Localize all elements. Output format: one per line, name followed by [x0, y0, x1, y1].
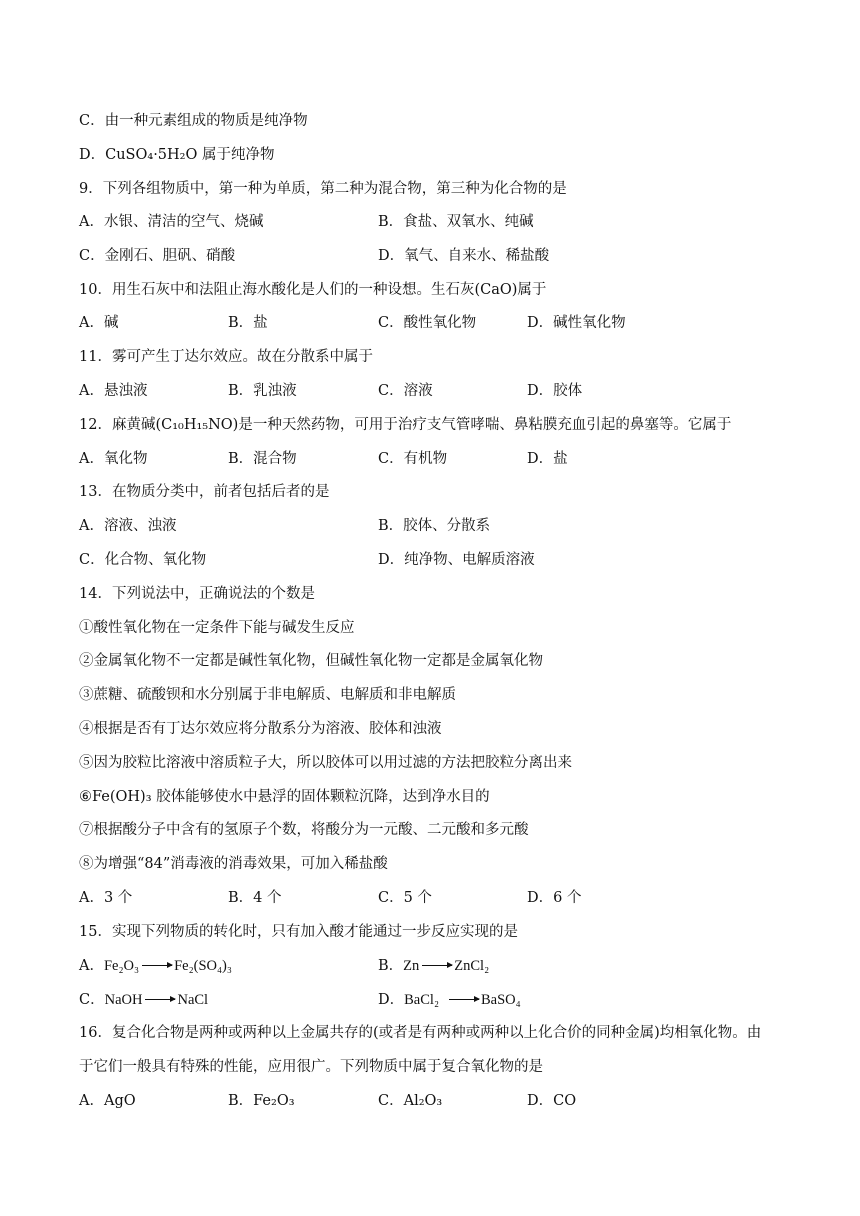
option-label: C． — [79, 992, 105, 1008]
q14-statement-6: ⑥Fe(OH)₃ 胶体能够使水中悬浮的固体颗粒沉降，达到净水目的 — [79, 789, 490, 805]
reaction-arrow-icon — [449, 999, 479, 1000]
option-label: A． — [79, 958, 104, 974]
q13-option-d: D．纯净物、电解质溶液 — [378, 552, 535, 568]
product: BaSO₄ — [481, 992, 521, 1008]
q11-option-d: D．胶体 — [527, 383, 583, 399]
reactant: Zn — [403, 958, 420, 974]
product: ZnCl₂ — [454, 958, 490, 974]
question-14: 14．下列说法中，正确说法的个数是 — [79, 586, 315, 602]
q11-option-a: A．悬浊液 — [79, 383, 148, 399]
q16-option-a: A．AgO — [79, 1093, 136, 1109]
reaction-arrow-icon — [142, 965, 172, 966]
q12-option-b: B．混合物 — [228, 451, 297, 467]
q14-statement-3: ③蔗糖、硫酸钡和水分别属于非电解质、电解质和非电解质 — [79, 687, 456, 703]
q14-statement-4: ④根据是否有丁达尔效应将分散系分为溶液、胶体和浊液 — [79, 721, 442, 737]
reactant: NaOH — [104, 992, 143, 1008]
question-13: 13．在物质分类中，前者包括后者的是 — [79, 484, 330, 500]
product: Fe₂(SO₄)₃ — [174, 958, 232, 974]
question-11: 11．雾可产生丁达尔效应。故在分散系中属于 — [79, 349, 373, 365]
q14-option-a: A．3 个 — [79, 890, 133, 906]
q13-option-c: C．化合物、氧化物 — [79, 552, 207, 568]
q15-option-a — [79, 956, 232, 976]
reaction-arrow-icon — [422, 965, 452, 966]
q10-option-a: A．碱 — [79, 315, 119, 331]
q13-option-b: B．胶体、分散系 — [378, 518, 491, 534]
q10-option-d: D．碱性氧化物 — [527, 315, 626, 331]
q14-statement-8: ⑧为增强“84”消毒液的消毒效果，可加入稀盐酸 — [79, 856, 388, 872]
reactant: BaCl₂ — [404, 992, 440, 1008]
question-9: 9．下列各组物质中，第一种为单质，第二种为混合物，第三种为化合物的是 — [79, 181, 567, 197]
q14-option-c: C．5 个 — [378, 890, 432, 906]
q10-option-c: C．酸性氧化物 — [378, 315, 477, 331]
q15-option-b — [378, 956, 489, 976]
q14-statement-2: ②金属氧化物不一定都是碱性氧化物，但碱性氧化物一定都是金属氧化物 — [79, 653, 543, 669]
q15-option-c — [79, 990, 208, 1010]
q9-option-b: B．食盐、双氧水、纯碱 — [378, 214, 534, 230]
q14-option-d: D．6 个 — [527, 890, 582, 906]
question-16-line-2: 于它们一般具有特殊的性能，应用很广。下列物质中属于复合氧化物的是 — [79, 1059, 543, 1075]
q16-option-c: C．Al₂O₃ — [378, 1093, 443, 1109]
q14-option-b: B．4 个 — [228, 890, 282, 906]
q12-option-a: A．氧化物 — [79, 451, 148, 467]
q12-option-c: C．有机物 — [378, 451, 448, 467]
question-12: 12．麻黄碱(C₁₀H₁₅NO)是一种天然药物，可用于治疗支气管哮喘、鼻粘膜充血引起的鼻塞等。它属于 — [79, 417, 732, 433]
q11-option-b: B．乳浊液 — [228, 383, 297, 399]
q9-option-d: D．氧气、自来水、稀盐酸 — [378, 248, 550, 264]
q10-option-b: B．盐 — [228, 315, 268, 331]
q13-option-a: A．溶液、浊液 — [79, 518, 177, 534]
q14-statement-1: ①酸性氧化物在一定条件下能与碱发生反应 — [79, 620, 355, 636]
q9-option-a: A．水银、清洁的空气、烧碱 — [79, 214, 264, 230]
question-10: 10．用生石灰中和法阻止海水酸化是人们的一种设想。生石灰(CaO)属于 — [79, 282, 547, 298]
q12-option-d: D．盐 — [527, 451, 568, 467]
q9-option-c: C．金刚石、胆矾、硝酸 — [79, 248, 236, 264]
option-label: D． — [378, 992, 405, 1008]
q16-option-b: B．Fe₂O₃ — [228, 1093, 295, 1109]
q14-statement-7: ⑦根据酸分子中含有的氢原子个数，将酸分为一元酸、二元酸和多元酸 — [79, 822, 529, 838]
q8-option-c: C．由一种元素组成的物质是纯净物 — [79, 113, 308, 129]
question-16-line-1: 16．复合化合物是两种或两种以上金属共存的(或者是有两种或两种以上化合价的同种金属)均相氧化物。由 — [79, 1025, 762, 1041]
reactant: Fe₂O₃ — [103, 958, 140, 974]
product: NaCl — [177, 992, 209, 1008]
q14-statement-5: ⑤因为胶粒比溶液中溶质粒子大，所以胶体可以用过滤的方法把胶粒分离出来 — [79, 755, 572, 771]
q11-option-c: C．溶液 — [378, 383, 433, 399]
option-label: B． — [378, 958, 404, 974]
q8-option-d: D．CuSO₄·5H₂O 属于纯净物 — [79, 147, 275, 163]
question-15: 15．实现下列物质的转化时，只有加入酸才能通过一步反应实现的是 — [79, 924, 518, 940]
q15-option-d — [378, 990, 521, 1010]
q16-option-d: D．CO — [527, 1093, 577, 1109]
reaction-arrow-icon — [145, 999, 175, 1000]
